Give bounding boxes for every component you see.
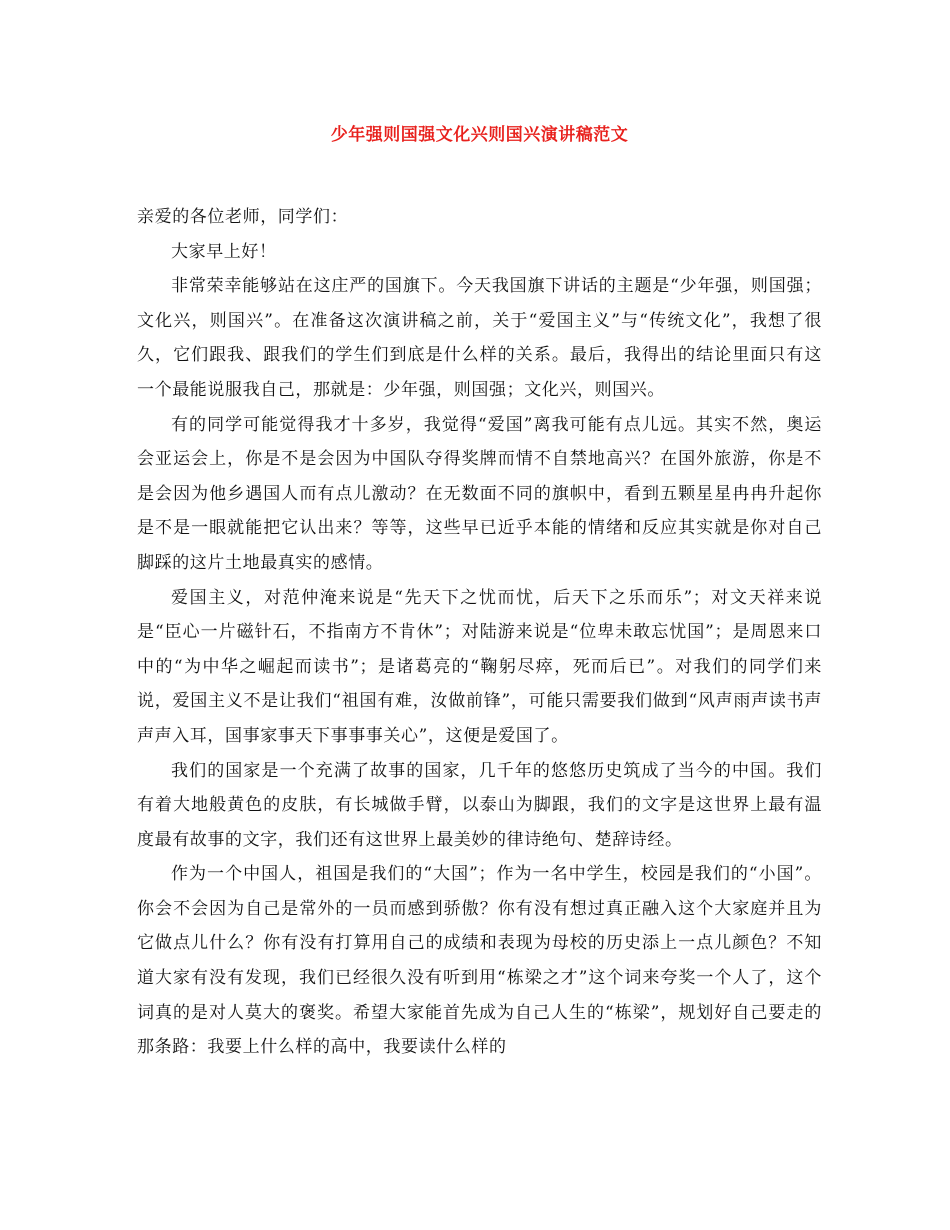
paragraph: 我们的国家是一个充满了故事的国家，几千年的悠悠历史筑成了当今的中国。我们有着大地般黄色的皮肤，有长城做手臂，以泰山为脚跟，我们的文字是这世界上最有温度最有故事的文字，我们还有这世界上最美妙的律诗绝句、楚辞诗经。 <box>137 760 822 850</box>
salutation: 亲爱的各位老师，同学们： <box>137 207 349 227</box>
paragraph: 有的同学可能觉得我才十多岁，我觉得“爱国”离我可能有点儿远。其实不然，奥运会亚运会上，你是不是会因为中国队夺得奖牌而情不自禁地高兴？在国外旅游，你是不是会因为他乡遇国人而有点儿激动？在无数面不同的旗帜中，看到五颗星星冉冉升起你是不是一眼就能把它认出来？等等，这些早已近乎本能的情绪和反应其实就是你对自己脚踩的这片土地最真实的感情。 <box>137 414 822 573</box>
paragraph: 非常荣幸能够站在这庄严的国旗下。今天我国旗下讲话的主题是“少年强，则国强；文化兴，则国兴”。在准备这次演讲稿之前，关于“爱国主义”与“传统文化”，我想了很久，它们跟我、跟我们的学生们到底是什么样的关系。最后，我得出的结论里面只有这一个最能说服我自己，那就是：少年强，则国强；文化兴，则国兴。 <box>137 276 822 400</box>
document-body <box>137 200 822 1065</box>
document-page <box>137 0 822 1065</box>
paragraph: 作为一个中国人，祖国是我们的“大国”；作为一名中学生，校园是我们的“小国”。你会不会因为自己是常外的一员而感到骄傲？你有没有想过真正融入这个大家庭并且为它做点儿什么？你有没有打算用自己的成绩和表现为母校的历史添上一点儿颜色？不知道大家有没有发现，我们已经很久没有听到用“栋梁之才”这个词来夸奖一个人了，这个词真的是对人莫大的褒奖。希望大家能首先成为自己人生的“栋梁”，规划好自己要走的那条路：我要上什么样的高中，我要读什么样的 <box>137 864 822 1058</box>
paragraph: 爱国主义，对范仲淹来说是“先天下之忧而忧，后天下之乐而乐”；对文天祥来说是“臣心一片磁针石，不指南方不肯休”；对陆游来说是“位卑未敢忘忧国”；是周恩来口中的“为中华之崛起而读书”；是诸葛亮的“鞠躬尽瘁，死而后已”。对我们的同学们来说，爱国主义不是让我们“祖国有难，汝做前锋”，可能只需要我们做到“风声雨声读书声声声入耳，国事家事天下事事事关心”，这便是爱国了。 <box>137 587 822 746</box>
greeting: 大家早上好！ <box>171 241 277 262</box>
document-title: 少年强则国强文化兴则国兴演讲稿范文 <box>330 125 629 145</box>
